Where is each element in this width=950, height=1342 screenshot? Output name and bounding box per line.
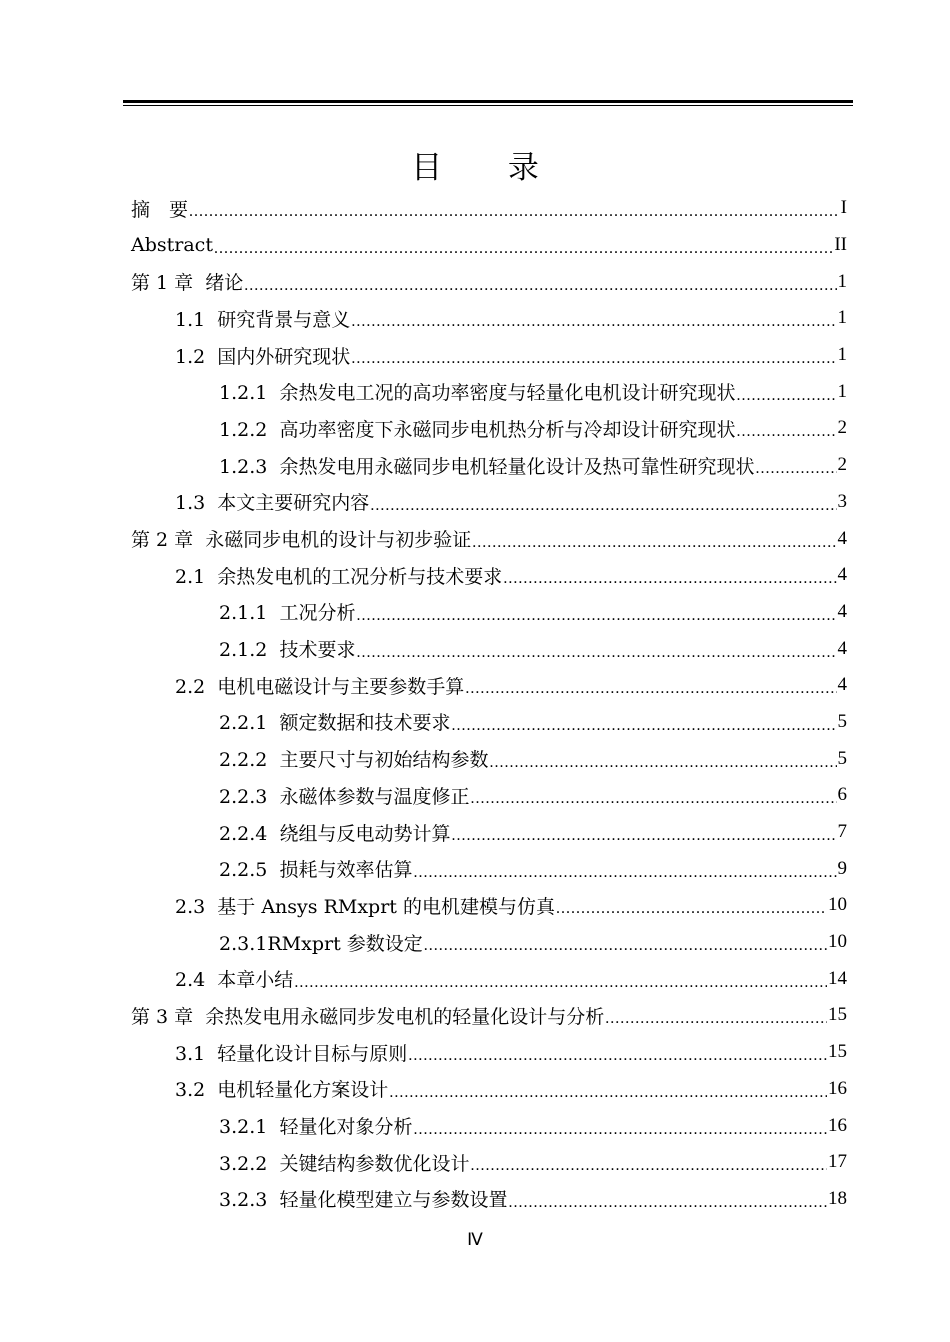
toc-entry[interactable] (131, 484, 847, 521)
toc-entry-number: 3.2 (175, 1079, 218, 1102)
toc-entry-number: 2.2.5 (219, 859, 280, 882)
toc-entry-text: 余热发电用永磁同步电机轻量化设计及热可靠性研究现状 (279, 455, 755, 478)
toc-entry-label (219, 819, 450, 846)
toc-leader-dots (351, 313, 836, 331)
toc-leader-dots (356, 644, 836, 662)
toc-entry-text: 损耗与效率估算 (279, 859, 413, 882)
toc-entry-text: 电机轻量化方案设计 (217, 1079, 389, 1102)
toc-entry-text: 余热发电机的工况分析与技术要求 (217, 565, 503, 588)
toc-entry-page: 7 (837, 821, 847, 843)
toc-entry-page: 1 (837, 307, 847, 329)
toc-entry-label (175, 892, 555, 919)
toc-entry-page: 1 (837, 270, 847, 292)
toc-entry-page: 2 (837, 454, 847, 476)
toc-entry-text: 研究背景与意义 (217, 308, 351, 331)
toc-entry[interactable] (131, 777, 847, 814)
toc-entry-page: II (834, 234, 847, 256)
toc-entry-number: 2.2.4 (219, 822, 280, 845)
toc-entry-label (219, 378, 735, 405)
toc-leader-dots (413, 1121, 827, 1139)
toc-entry-label (219, 452, 754, 479)
toc-leader-dots (605, 1010, 827, 1028)
toc-entry-page: 15 (828, 1041, 847, 1063)
toc-entry[interactable] (131, 447, 847, 484)
toc-entry-number: 2.2.3 (219, 785, 280, 808)
toc-entry[interactable] (131, 704, 847, 741)
toc-entry-text: 轻量化模型建立与参数设置 (279, 1189, 508, 1212)
toc-leader-dots (508, 1194, 827, 1212)
toc-entry-text: 本文主要研究内容 (217, 492, 370, 515)
toc-entry-page: 6 (837, 784, 847, 806)
toc-entry-text: 余热发电工况的高功率密度与轻量化电机设计研究现状 (279, 382, 736, 405)
toc-entry-text: 主要尺寸与初始结构参数 (279, 749, 489, 772)
toc-entry-label (131, 234, 213, 256)
page-number-footer: Ⅳ (467, 1230, 483, 1249)
toc-entry[interactable] (131, 190, 847, 227)
toc-entry-page: 1 (837, 380, 847, 402)
toc-entry-label (175, 305, 350, 332)
toc-entry[interactable] (131, 1181, 847, 1218)
toc-entry-page: 4 (837, 637, 847, 659)
toc-entry-label (219, 855, 412, 882)
toc-leader-dots (244, 277, 836, 295)
toc-entry-number: 第 2 章 (131, 529, 206, 552)
toc-entry-text: 基于 Ansys RMxprt 的电机建模与仿真 (217, 895, 555, 918)
toc-entry-page: I (840, 197, 847, 219)
toc-entry[interactable] (131, 1071, 847, 1108)
toc-entry-page: 5 (837, 710, 847, 732)
toc-entry-text: 绪论 (205, 272, 244, 295)
toc-leader-dots (736, 387, 836, 405)
toc-entry-page: 10 (828, 931, 847, 953)
header-rule-thick (123, 100, 853, 103)
toc-leader-dots (413, 864, 836, 882)
toc-entry-number: 1.1 (175, 308, 218, 331)
toc-entry[interactable] (131, 263, 847, 300)
toc-entry-page: 4 (837, 600, 847, 622)
toc-entry-text: 电机电磁设计与主要参数手算 (217, 675, 465, 698)
toc-entry-label (175, 342, 350, 369)
toc-entry-text: 轻量化对象分析 (279, 1116, 413, 1139)
toc-entry[interactable] (131, 227, 847, 264)
toc-entry-page: 5 (837, 747, 847, 769)
toc-entry-text: 永磁体参数与温度修正 (279, 785, 470, 808)
toc-entry-page: 15 (828, 1004, 847, 1026)
toc-entry-text: 轻量化设计目标与原则 (217, 1042, 408, 1065)
toc-entry-number: 1.2 (175, 345, 218, 368)
toc-entry-page: 17 (828, 1151, 847, 1173)
toc-entry[interactable] (131, 850, 847, 887)
toc-entry-text: 2.3.1RMxprt 参数设定 (219, 932, 423, 955)
toc-leader-dots (465, 680, 836, 698)
toc-entry-number: 3.2.1 (219, 1116, 280, 1139)
toc-entry-label (131, 525, 471, 552)
toc-entry[interactable] (131, 594, 847, 631)
toc-leader-dots (351, 350, 836, 368)
toc-entry-page: 3 (837, 490, 847, 512)
toc-leader-dots (755, 460, 836, 478)
toc-entry-text: 绕组与反电动势计算 (279, 822, 451, 845)
toc-entry-number: 2.2.1 (219, 712, 280, 735)
toc-entry[interactable] (131, 557, 847, 594)
toc-entry-text: 国内外研究现状 (217, 345, 351, 368)
toc-entry-label (219, 598, 355, 625)
toc-entry-page: 18 (828, 1187, 847, 1209)
toc-entry[interactable] (131, 740, 847, 777)
toc-title: 目 录 (411, 150, 567, 186)
toc-entry[interactable] (131, 1107, 847, 1144)
table-of-contents (131, 190, 847, 1217)
toc-entry-text: 摘 要 (131, 198, 189, 221)
toc-entry-page: 16 (828, 1114, 847, 1136)
toc-entry-page: 4 (837, 564, 847, 586)
toc-entry-label (175, 562, 502, 589)
toc-leader-dots (470, 1157, 827, 1175)
toc-entry-label (219, 745, 488, 772)
toc-entry-page: 2 (837, 417, 847, 439)
toc-entry[interactable] (131, 630, 847, 667)
toc-entry-label (219, 1149, 469, 1176)
toc-entry-number: 第 3 章 (131, 1005, 206, 1028)
toc-entry[interactable] (131, 520, 847, 557)
toc-leader-dots (294, 974, 827, 992)
toc-entry-number: 1.2.1 (219, 382, 280, 405)
toc-entry[interactable] (131, 960, 847, 997)
toc-entry-label (175, 1039, 407, 1066)
toc-leader-dots (389, 1084, 827, 1102)
toc-entry-text: 关键结构参数优化设计 (279, 1152, 470, 1175)
toc-entry-text: Abstract (131, 234, 213, 257)
toc-entry[interactable] (131, 667, 847, 704)
toc-entry-label (219, 782, 469, 809)
toc-leader-dots (503, 570, 836, 588)
toc-entry-label (219, 1185, 507, 1212)
toc-entry-label (131, 1002, 604, 1029)
toc-entry[interactable] (131, 1144, 847, 1181)
toc-entry-number: 1.2.2 (219, 418, 280, 441)
toc-entry[interactable] (131, 410, 847, 447)
toc-entry-number: 1.3 (175, 492, 218, 515)
toc-entry-label (131, 268, 243, 295)
toc-entry-text: 技术要求 (279, 639, 356, 662)
toc-entry-page: 4 (837, 674, 847, 696)
toc-entry-label (175, 672, 464, 699)
toc-leader-dots (214, 240, 833, 258)
toc-entry[interactable] (131, 373, 847, 410)
toc-entry-label (175, 965, 293, 992)
toc-entry-number: 2.3 (175, 895, 218, 918)
header-rule-thin (123, 105, 853, 106)
toc-entry[interactable] (131, 1034, 847, 1071)
toc-entry-page: 10 (828, 894, 847, 916)
toc-entry-text: 额定数据和技术要求 (279, 712, 451, 735)
toc-entry-page: 1 (837, 344, 847, 366)
toc-leader-dots (356, 607, 836, 625)
toc-entry-number: 3.2.2 (219, 1152, 280, 1175)
toc-entry-label (219, 929, 423, 956)
toc-leader-dots (470, 790, 836, 808)
toc-leader-dots (370, 497, 836, 515)
toc-entry-number: 2.1.2 (219, 639, 280, 662)
toc-leader-dots (556, 900, 827, 918)
toc-entry-label (175, 1075, 388, 1102)
toc-entry-number: 3.2.3 (219, 1189, 280, 1212)
toc-entry-number: 2.2.2 (219, 749, 280, 772)
toc-entry-label (219, 635, 355, 662)
toc-entry-number: 1.2.3 (219, 455, 280, 478)
toc-entry[interactable] (131, 814, 847, 851)
toc-leader-dots (472, 534, 836, 552)
toc-entry-text: 余热发电用永磁同步发电机的轻量化设计与分析 (205, 1005, 605, 1028)
toc-entry-number: 2.1.1 (219, 602, 280, 625)
toc-leader-dots (424, 937, 827, 955)
toc-entry-text: 永磁同步电机的设计与初步验证 (205, 529, 472, 552)
toc-entry[interactable] (131, 924, 847, 961)
toc-entry-number: 第 1 章 (131, 272, 206, 295)
toc-entry-label (219, 415, 735, 442)
toc-entry-number: 2.4 (175, 969, 218, 992)
toc-leader-dots (489, 754, 836, 772)
toc-entry-page: 9 (837, 857, 847, 879)
toc-entry-text: 高功率密度下永磁同步电机热分析与冷却设计研究现状 (279, 418, 736, 441)
toc-entry-label (219, 708, 450, 735)
toc-leader-dots (451, 827, 836, 845)
toc-leader-dots (189, 203, 840, 221)
toc-entry[interactable] (131, 300, 847, 337)
toc-entry-label (131, 195, 188, 222)
toc-entry-number: 2.2 (175, 675, 218, 698)
toc-entry-number: 2.1 (175, 565, 218, 588)
toc-entry-text: 本章小结 (217, 969, 294, 992)
toc-entry-page: 14 (828, 967, 847, 989)
toc-entry[interactable] (131, 997, 847, 1034)
toc-leader-dots (736, 423, 836, 441)
toc-entry-label (175, 488, 369, 515)
toc-entry[interactable] (131, 337, 847, 374)
toc-entry-label (219, 1112, 412, 1139)
toc-entry-page: 4 (837, 527, 847, 549)
toc-leader-dots (408, 1047, 827, 1065)
toc-entry-number: 3.1 (175, 1042, 218, 1065)
toc-entry[interactable] (131, 887, 847, 924)
toc-entry-text: 工况分析 (279, 602, 356, 625)
toc-entry-page: 16 (828, 1077, 847, 1099)
toc-leader-dots (451, 717, 836, 735)
